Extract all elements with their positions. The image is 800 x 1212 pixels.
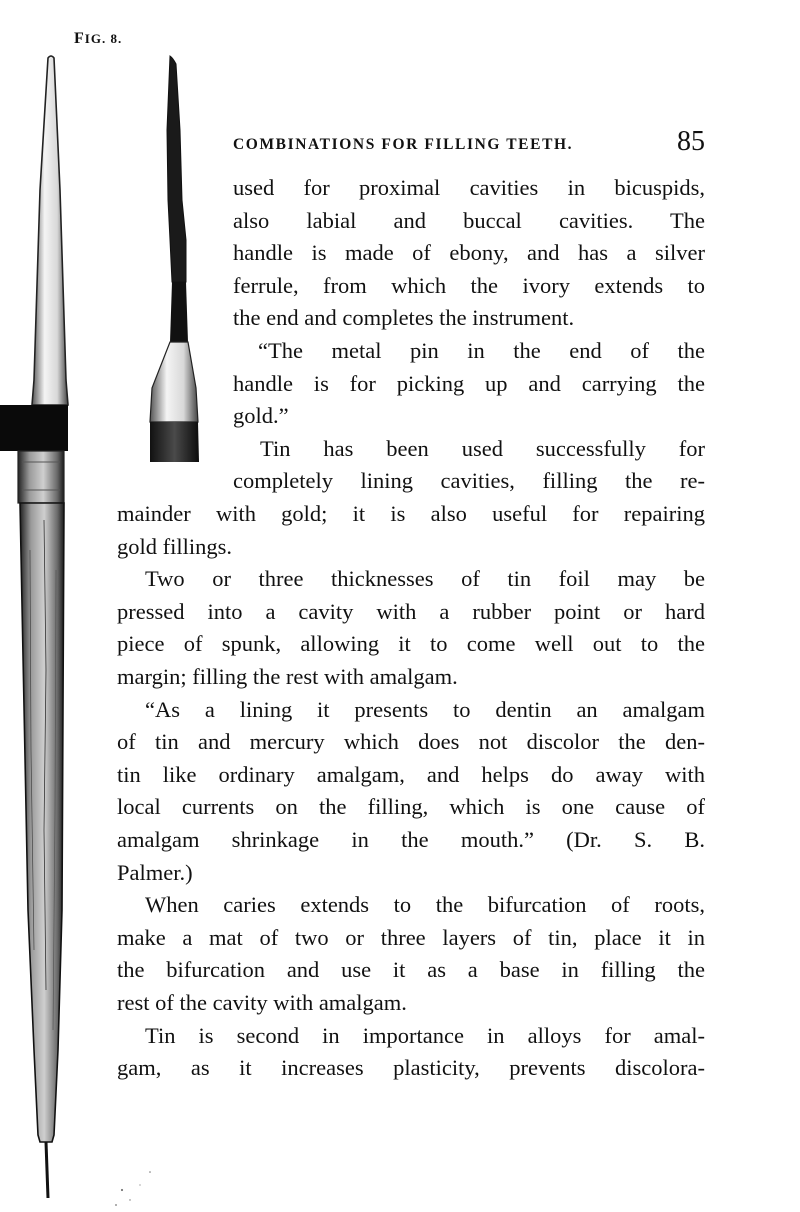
- text-line: “The metal pin in the end of the: [258, 338, 705, 363]
- text-line: gold.”: [233, 403, 289, 429]
- text-line: make a mat of two or three layers of tin, place it in: [117, 924, 705, 950]
- text-line: tin like ordinary amalgam, and helps do away with: [117, 761, 705, 787]
- text-line: the end and completes the instrument.: [233, 305, 575, 331]
- running-title: COMBINATIONS FOR FILLING TEETH.: [233, 136, 574, 153]
- text-line: local currents on the filling, which is one cause of: [117, 794, 705, 820]
- text-line: Tin is second in importance in alloys for amal-: [145, 1022, 705, 1048]
- figure-label: FIG. 8.: [74, 30, 123, 47]
- text-line: mainder with gold; it is also useful for repairing: [117, 501, 705, 526]
- text-line: Tin has been used successfully for: [260, 435, 705, 461]
- text-line: “As a lining it presents to dentin an amalgam: [145, 696, 705, 722]
- text-line: piece of spunk, allowing it to come well out to the: [117, 631, 705, 657]
- text-line: the bifurcation and use it as a base in filling the: [117, 957, 705, 983]
- text-line: gam, as it increases plasticity, prevents discolora-: [117, 1055, 705, 1081]
- text-line: completely lining cavities, filling the re-: [233, 468, 705, 494]
- text-line: also labial and buccal cavities. The: [233, 207, 705, 233]
- large-instrument: [0, 56, 68, 1198]
- text-line: margin; filling the rest with amalgam.: [117, 664, 458, 689]
- text-line: handle is made of ebony, and has a silver: [233, 240, 705, 266]
- running-head: [233, 126, 705, 162]
- text-line: of tin and mercury which does not discolor the den-: [117, 729, 705, 755]
- text-line: Palmer.): [117, 859, 193, 885]
- text-line: ferrule, from which the ivory extends to: [233, 272, 705, 298]
- text-line: amalgam shrinkage in the mouth.” (Dr. S. B.: [117, 827, 705, 852]
- text-line: gold fillings.: [117, 533, 233, 559]
- text-line: handle is for picking up and carrying the: [233, 370, 705, 396]
- text-line: Two or three thicknesses of tin foil may be: [145, 566, 705, 592]
- small-instrument: [150, 56, 199, 462]
- text-line: rest of the cavity with amalgam.: [117, 990, 407, 1015]
- text-line: When caries extends to the bifurcation of roots,: [145, 892, 705, 918]
- page-number: 85: [677, 126, 705, 157]
- scan-specks: [115, 1171, 151, 1206]
- text-line: pressed into a cavity with a rubber point or hard: [117, 598, 705, 624]
- text-line: used for proximal cavities in bicuspids,: [233, 175, 705, 200]
